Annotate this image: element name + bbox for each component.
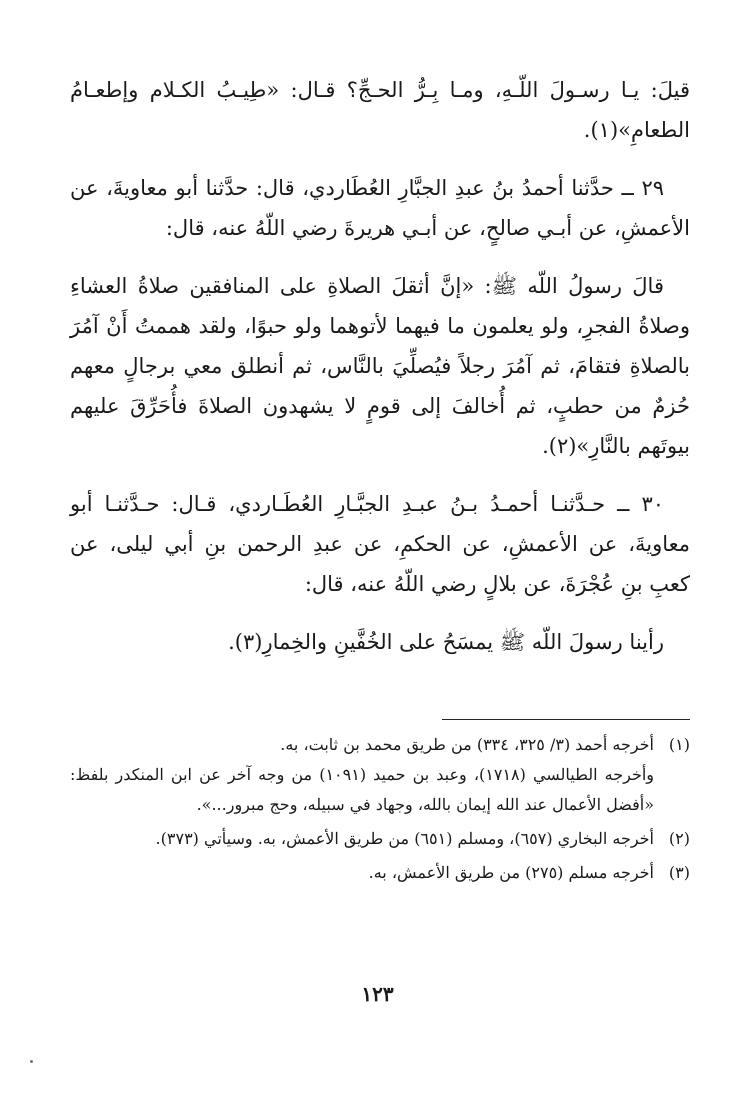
scan-dot xyxy=(30,1060,33,1063)
footnote-1-line-1: أخرجه أحمد (٣/ ٣٢٥، ٣٣٤) من طريق محمد بن ثابت، به. xyxy=(280,735,654,754)
footnote-2 xyxy=(70,824,690,854)
hadith-29-matn: قالَ رسولُ اللّه ﷺ: «إنَّ أثقلَ الصلاةِ على المنافقين صلاةُ العشاءِ وصلاةُ الفجرِ، ولو يعلمون ما فيهما لأتوهما ولو حبوًا، ولقد هممتُ أَنْ آمُرَ بالصلاةِ فتقامَ، ثم آمُرَ رجلاً فيُصلِّيَ بالنَّاس، ثم أنطلق معي برجالٍ معهم حُزمٌ من حطبٍ، ثم أُخالفَ إلى قومٍ لا يشهدون الصلاةَ فأُحَرِّقَ عليهم بيوتَهم بالنَّارِ»(٢). xyxy=(70,274,690,458)
paragraph-hajj-answer: قيلَ: يـا رسـولَ اللّـهِ، ومـا بِـرُّ الحـجِّ؟ قـال: «طِيـبُ الكـلام وإطعـامُ الطعامِ»(١). xyxy=(70,78,690,142)
footnote-mark: (١) xyxy=(668,735,690,754)
footnote-2-line-1: أخرجه البخاري (٦٥٧)، ومسلم (٦٥١) من طريق الأعمش، به. وسيأتي (٣٧٣). xyxy=(155,829,654,848)
hadith-30-isnad: ٣٠ ــ حـدَّثنـا أحمـدُ بـنُ عبـدِ الجبَّـارِ العُطَـاردي، قـال: حـدَّثنـا أبو معاويةَ، عن الأعمشِ، عن الحكمِ، عن عبدِ الرحمن بنِ أبي ليلى، عن كعبِ بنِ عُجْرَةَ، عن بلالٍ رضي اللّهُ عنه، قال: xyxy=(70,492,690,596)
footnote-3-line-1: أخرجه مسلم (٢٧٥) من طريق الأعمش، به. xyxy=(368,863,654,882)
footnote-1 xyxy=(70,730,690,820)
footnote-body xyxy=(70,858,654,888)
hadith-29-isnad: ٢٩ ــ حدَّثنا أحمدُ بنُ عبدِ الجبَّارِ العُطَاردي، قال: حدَّثنا أبو معاويةَ، عن الأعمشِ، عن أبـي صالحٍ، عن أبـي هريرةَ رضي اللّهُ عنه، قال: xyxy=(70,176,690,240)
hadith-30-matn: رأينا رسولَ اللّه ﷺ يمسَحُ على الخُفَّينِ والخِمارِ(٣). xyxy=(228,630,664,654)
main-text xyxy=(70,70,690,680)
footnote-body xyxy=(70,730,654,820)
footnote-separator xyxy=(442,719,690,720)
footnote-body xyxy=(70,824,654,854)
page-number: ١٢٣ xyxy=(361,982,394,1006)
footnotes xyxy=(70,730,690,892)
footnote-1-line-2: وأخرجه الطيالسي (١٧١٨)، وعبد بن حميد (١٠٩١) من وجه آخر عن ابن المنكدر بلفظ: «أفضل الأعمال عند الله إيمان بالله، وجهاد في سبيله، وحج مبرور...». xyxy=(70,765,654,814)
footnote-mark: (٢) xyxy=(668,829,690,848)
footnote-3 xyxy=(70,858,690,888)
footnote-mark: (٣) xyxy=(668,863,690,882)
